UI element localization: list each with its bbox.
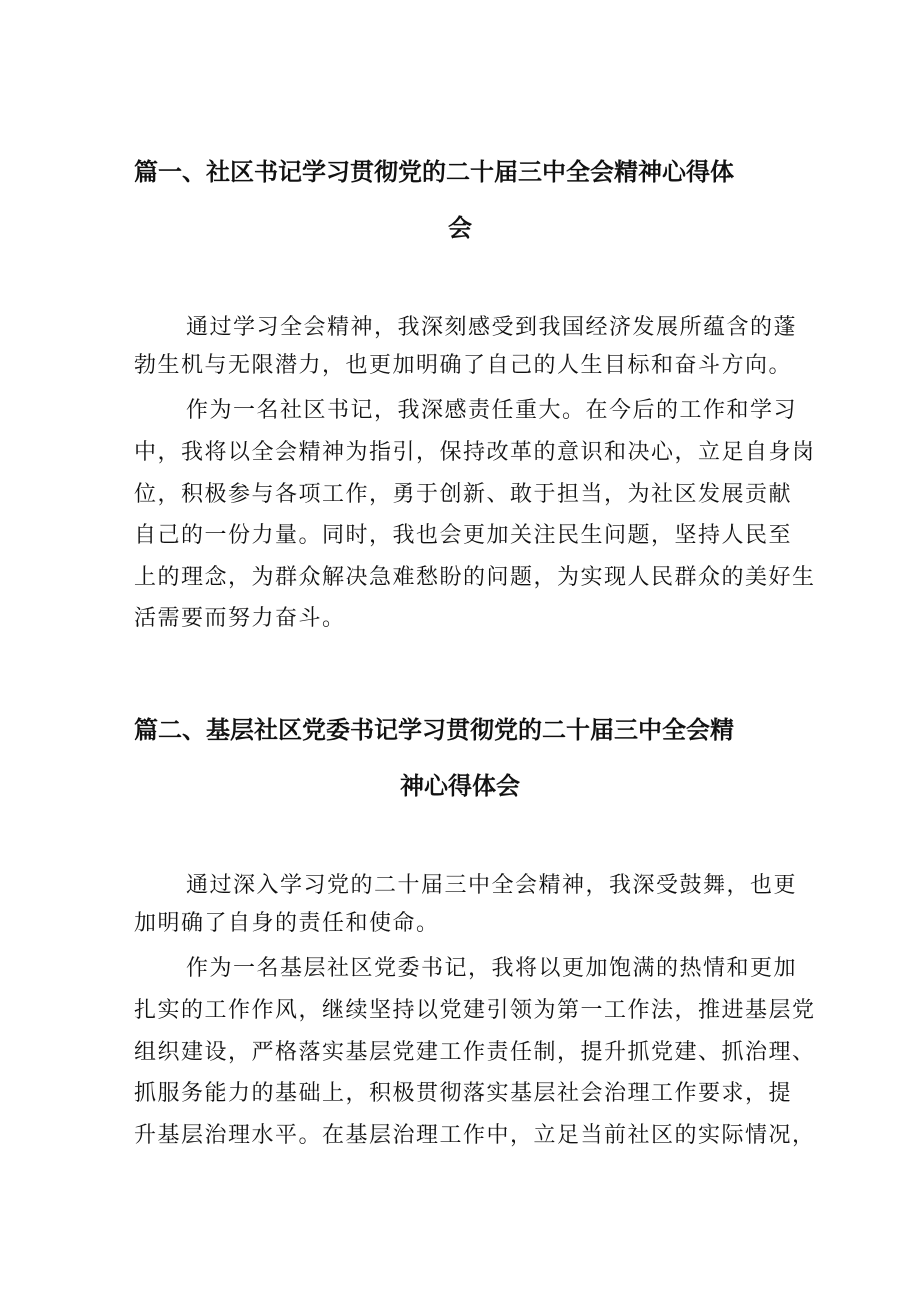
section-2-para-1-line-1: 通过深入学习党的二十届三中全会精神，我深受鼓舞，也更 xyxy=(186,873,798,898)
section-2-para-1-line-2: 加明确了自身的责任和使命。 xyxy=(134,911,440,936)
section-1-para-2-line-1: 作为一名社区书记，我深感责任重大。在今后的工作和学习 xyxy=(186,398,798,423)
section-2-title-line-1: 篇二、基层社区党委书记学习贯彻党的二十届三中全会精 xyxy=(134,716,734,744)
section-1-title-line-1: 篇一、社区书记学习贯彻党的二十届三中全会精神心得体 xyxy=(134,158,734,186)
section-2-para-2-line-3: 组织建设，严格落实基层党建工作责任制，提升抓党建、抓治理、 xyxy=(134,1040,816,1065)
section-2-para-2-line-4: 抓服务能力的基础上，积极贯彻落实基层社会治理工作要求，提 xyxy=(134,1081,793,1106)
section-2-para-2-line-1: 作为一名基层社区党委书记，我将以更加饱满的热情和更加 xyxy=(186,956,798,981)
section-1-title-line-2: 会 xyxy=(448,214,472,242)
section-1-para-2-line-4: 自己的一份力量。同时，我也会更加关注民生问题，坚持人民至 xyxy=(134,523,793,548)
section-1-para-1-line-2: 勃生机与无限潜力，也更加明确了自己的人生目标和奋斗方向。 xyxy=(134,353,793,378)
section-1-para-2-line-5: 上的理念，为群众解决急难愁盼的问题，为实现人民群众的美好生 xyxy=(134,565,816,590)
section-1-para-2-line-6: 活需要而努力奋斗。 xyxy=(134,606,346,631)
section-1-para-2-line-2: 中，我将以全会精神为指引，保持改革的意识和决心，立足自身岗 xyxy=(134,440,816,465)
section-2-title-line-2: 神心得体会 xyxy=(400,772,520,800)
section-1-para-2-line-3: 位，积极参与各项工作，勇于创新、敢于担当，为社区发展贡献 xyxy=(134,482,793,507)
section-2-para-2-line-2: 扎实的工作作风，继续坚持以党建引领为第一工作法，推进基层党 xyxy=(134,998,816,1023)
section-2-para-2-line-5: 升基层治理水平。在基层治理工作中，立足当前社区的实际情况， xyxy=(134,1123,816,1148)
section-1-para-1-line-1: 通过学习全会精神，我深刻感受到我国经济发展所蕴含的蓬 xyxy=(186,315,798,340)
